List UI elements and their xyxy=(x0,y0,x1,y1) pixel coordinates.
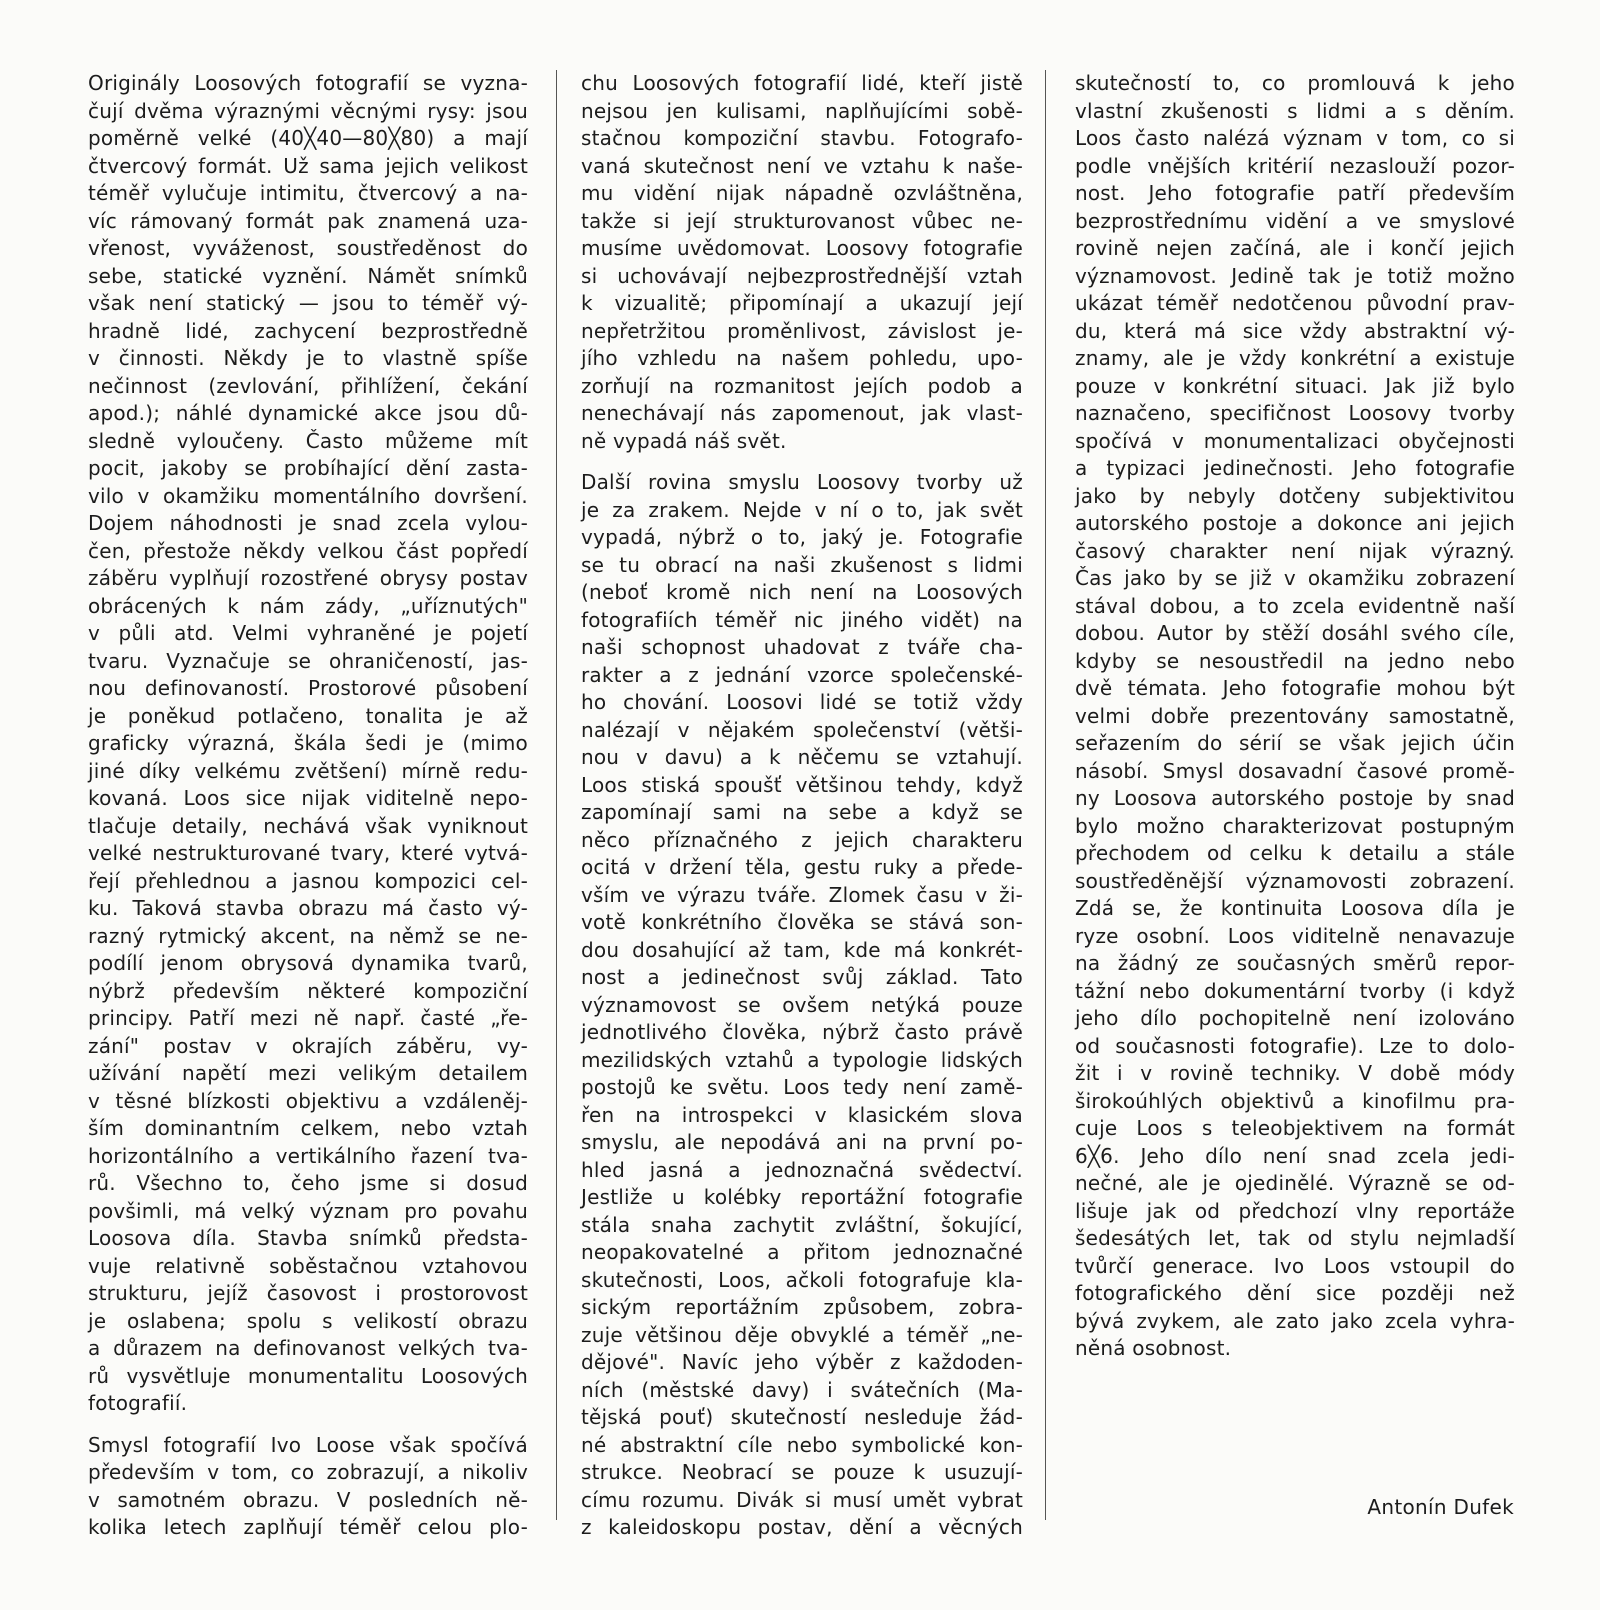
text-line: votě konkrétního člověka se stává son- xyxy=(581,910,1023,934)
text-line: od současnosti fotografie). Lze to dolo- xyxy=(1075,1033,1515,1058)
text-line: soustředěnější významovosti zobrazení. xyxy=(1075,868,1515,893)
text-line: časový charakter není nijak výrazný. xyxy=(1075,538,1515,563)
text-line: kdyby se nesoustředil na jedno nebo xyxy=(1075,648,1515,673)
column-right xyxy=(1075,70,1515,1363)
text-line: apod.); náhlé dynamické akce jsou dů- xyxy=(88,401,528,425)
text-line: především v tom, co zobrazují, a nikoliv xyxy=(88,1460,528,1484)
text-line: nost a jedinečnost svůj základ. Tato xyxy=(581,965,1023,989)
text-line: chu Loosových fotografií lidé, kteří jistě xyxy=(581,71,1023,95)
text-line: hled jasná a jednoznačná svědectví. xyxy=(581,1157,1023,1182)
text-line: takže si její strukturovanost vůbec ne- xyxy=(581,208,1023,233)
text-line: fotografiích téměř nic jiného vidět) na xyxy=(581,607,1023,632)
text-line: podílí jenom obrysová dynamika tvarů, xyxy=(88,951,528,975)
text-line: a typizaci jedinečnosti. Jeho fotografie xyxy=(1075,456,1515,480)
text-line: zuje většinou děje obvyklé a téměř „ne- xyxy=(581,1322,1023,1347)
text-line: rů. Všechno to, čeho jsme si dosud xyxy=(88,1171,528,1195)
text-line: bylo možno charakterizovat postupným xyxy=(1075,813,1515,838)
text-line: nýbrž především některé kompoziční xyxy=(88,978,528,1003)
paragraph xyxy=(88,1432,528,1542)
text-line: dvě témata. Jeho fotografie mohou být xyxy=(1075,676,1515,700)
text-line: povšimli, má velký význam pro povahu xyxy=(88,1198,528,1223)
text-line: podle vnějších kritérií nezaslouží pozor- xyxy=(1075,153,1515,178)
text-line: smyslu, ale nepodává ani na první po- xyxy=(581,1130,1023,1154)
text-line: címu rozumu. Divák si musí umět vybrat xyxy=(581,1487,1023,1512)
author-signature: Antonín Dufek xyxy=(1367,1495,1514,1519)
text-line: sickým reportážním způsobem, zobra- xyxy=(581,1295,1023,1319)
column-divider xyxy=(1045,70,1046,1520)
text-line: užívání napětí mezi velikým detailem xyxy=(88,1061,528,1085)
text-line: velmi dobře prezentovány samostatně, xyxy=(1075,703,1515,728)
text-line: bezprostřednímu vidění a ve smyslové xyxy=(1075,208,1515,233)
text-line: ny Loosova autorského postoje by snad xyxy=(1075,786,1515,810)
text-line: kolika letech zaplňují téměř celou plo- xyxy=(88,1515,528,1539)
text-line: v těsné blízkosti objektivu a vzdáleněj- xyxy=(88,1088,528,1113)
text-line: naznačeno, specifičnost Loosovy tvorby xyxy=(1075,401,1515,425)
text-line: ocitá v držení těla, gestu ruky a přede- xyxy=(581,855,1023,879)
paragraph xyxy=(1075,70,1515,1363)
text-line: znamy, ale je vždy konkrétní a existuje xyxy=(1075,346,1515,370)
text-line: Dojem náhodnosti je snad zcela vylou- xyxy=(88,511,528,535)
text-line: přechodem od celku k detailu a stále xyxy=(1075,841,1515,865)
text-line: nenechávají nás zapomenout, jak vlast- xyxy=(581,401,1023,425)
text-line: čují dvěma výraznými věcnými rysy: jsou xyxy=(88,98,528,123)
text-line: mu vidění nijak nápadně ozvláštněna, xyxy=(581,181,1023,205)
text-line: sebe, statické vyznění. Námět snímků xyxy=(88,263,528,288)
text-line: obrácených k nám zády, „uříznutých" xyxy=(88,593,528,618)
text-line: ším dominantním celkem, nebo vztah xyxy=(88,1116,528,1140)
text-line: rovině nejen začíná, ale i končí jejich xyxy=(1075,236,1515,260)
text-line: řen na introspekci v klasickém slova xyxy=(581,1102,1023,1127)
text-line: víc rámovaný formát pak znamená uza- xyxy=(88,208,528,233)
text-line: graficky výrazná, škála šedi je (mimo xyxy=(88,731,528,755)
text-line: poměrně velké (40╳40—80╳80) a mají xyxy=(88,126,528,150)
text-line: Originály Loosových fotografií se vyzna- xyxy=(88,71,528,95)
text-line: dou dosahující až tam, kde má konkrét- xyxy=(581,937,1023,962)
text-line: vlastní zkušenosti s lidmi a s děním. xyxy=(1075,98,1515,123)
text-line: významovost. Jedině tak je totiž možno xyxy=(1075,263,1515,288)
text-line: sledně vyloučeny. Často můžeme mít xyxy=(88,428,528,453)
text-line: 6╳6. Jeho dílo není snad zcela jedi- xyxy=(1075,1143,1515,1168)
column-divider xyxy=(556,70,557,1520)
text-line: vuje relativně soběstačnou vztahovou xyxy=(88,1253,528,1278)
text-line: je poněkud potlačeno, tonalita je až xyxy=(88,703,528,728)
text-line: musíme uvědomovat. Loosovy fotografie xyxy=(581,236,1023,260)
text-line: nou definovaností. Prostorové působení xyxy=(88,676,528,700)
text-line: Další rovina smyslu Loosovy tvorby už xyxy=(581,470,1023,494)
paragraph xyxy=(88,70,528,1418)
text-line: šedesátých let, tak od stylu nejmladší xyxy=(1075,1226,1515,1250)
text-line: tvůrčí generace. Ivo Loos vstoupil do xyxy=(1075,1253,1515,1278)
text-line: nalézají v nějakém společenství (větši- xyxy=(581,717,1023,742)
text-line: (neboť kromě nich není na Loosových xyxy=(581,580,1023,604)
text-line: stačnou kompoziční stavbu. Fotografo- xyxy=(581,126,1023,150)
text-line: autorského postoje a dokonce ani jejich xyxy=(1075,511,1515,535)
text-line: Loosova díla. Stavba snímků předsta- xyxy=(88,1226,528,1250)
text-line: du, která má sice vždy abstraktní vý- xyxy=(1075,318,1515,343)
text-line: ních (městské davy) i svátečních (Ma- xyxy=(581,1377,1023,1402)
text-line: čen, přestože někdy velkou část popředí xyxy=(88,538,528,563)
text-line: pouze v konkrétní situaci. Jak již bylo xyxy=(1075,373,1515,398)
text-line: stával dobou, a to zcela evidentně naší xyxy=(1075,593,1515,618)
text-line: ho chování. Loosovi lidé se totiž vždy xyxy=(581,690,1023,714)
text-line: tážní nebo dokumentární tvorby (i když xyxy=(1075,978,1515,1003)
text-line: postojů ke světu. Loos tedy není zamě- xyxy=(581,1075,1023,1099)
text-line: Smysl fotografií Ivo Loose však spočívá xyxy=(88,1432,528,1457)
text-line: téměř vylučuje intimitu, čtvercový a na- xyxy=(88,181,528,205)
text-line: je oslabena; spolu s velikostí obrazu xyxy=(88,1308,528,1333)
text-line: mezilidských vztahů a typologie lidských xyxy=(581,1047,1023,1072)
text-line: záběru vyplňují rozostřené obrysy postav xyxy=(88,566,528,590)
text-line: stála snaha zachytit zvláštní, šokující, xyxy=(581,1212,1023,1237)
text-line: fotografického dění sice později než xyxy=(1075,1281,1515,1305)
text-line: vypadá, nýbrž o to, jaký je. Fotografie xyxy=(581,525,1023,549)
text-line: skutečnosti, Loos, ačkoli fotografuje kla- xyxy=(581,1267,1023,1292)
text-line: Loos stiská spoušť většinou tehdy, když xyxy=(581,772,1023,797)
text-line: v činnosti. Někdy je to vlastně spíše xyxy=(88,346,528,370)
text-line: neopakovatelné a přitom jednoznačné xyxy=(581,1240,1023,1264)
text-line: násobí. Smysl dosavadní časové promě- xyxy=(1075,758,1515,783)
text-line: v samotném obrazu. V posledních ně- xyxy=(88,1487,528,1512)
text-line: nost. Jeho fotografie patří především xyxy=(1075,181,1515,205)
text-line: zání" postav v okrajích záběru, vy- xyxy=(88,1033,528,1058)
text-line: něco příznačného z jejich charakteru xyxy=(581,827,1023,852)
text-line: dobou. Autor by stěží dosáhl svého cíle, xyxy=(1075,621,1515,645)
text-line: je za zrakem. Nejde v ní o to, jak svět xyxy=(581,497,1023,522)
text-line: ně vypadá náš svět. xyxy=(581,428,787,453)
text-line: nečinnost (zevlování, přihlížení, čekání xyxy=(88,373,528,398)
text-line: žit i v rovině techniky. V době módy xyxy=(1075,1061,1515,1085)
text-line: se tu obrací na naši zkušenost s lidmi xyxy=(581,552,1023,577)
text-line: však není statický — jsou to téměř vý- xyxy=(88,291,528,315)
text-line: nepřetržitou proměnlivost, závislost je- xyxy=(581,318,1023,343)
text-line: vilo v okamžiku momentálního dovršení. xyxy=(88,483,528,508)
text-line: jeho dílo pochopitelně není izolováno xyxy=(1075,1006,1515,1030)
text-line: jího vzhledu na našem pohledu, upo- xyxy=(581,346,1023,370)
text-line: k vizualitě; připomínají a ukazují její xyxy=(581,291,1023,315)
text-line: nou v davu) a k něčemu se vztahují. xyxy=(581,745,1023,769)
text-line: velké nestrukturované tvary, které vytvá- xyxy=(88,841,528,865)
text-line: si uchovávají nejbezprostřednější vztah xyxy=(581,263,1023,288)
text-line: cuje Loos s teleobjektivem na formát xyxy=(1075,1116,1515,1140)
text-line: jiné díky velkému zvětšení) mírně redu- xyxy=(88,758,528,783)
text-line: širokoúhlých objektivů a kinofilmu pra- xyxy=(1075,1088,1515,1113)
column-middle xyxy=(581,70,1023,1542)
text-line: principy. Patří mezi ně např. časté „ře- xyxy=(88,1006,528,1030)
text-line: nečné, ale je ojedinělé. Výrazně se od- xyxy=(1075,1171,1515,1195)
paragraph-gap xyxy=(88,1418,528,1432)
text-line: bývá zvykem, ale zato jako zcela vyhra- xyxy=(1075,1308,1515,1333)
text-line: horizontálního a vertikálního řazení tva- xyxy=(88,1143,528,1168)
column-left xyxy=(88,70,528,1542)
text-line: něná osobnost. xyxy=(1075,1336,1232,1360)
text-line: významovost se ovšem netýká pouze xyxy=(581,992,1023,1017)
text-line: ukázat téměř nedotčenou původní prav- xyxy=(1075,291,1515,315)
text-line: na žádný ze současných směrů repor- xyxy=(1075,951,1515,975)
paragraph xyxy=(581,469,1023,1542)
text-line: rakter a z jednání vzorce společenské- xyxy=(581,662,1023,687)
text-line: ku. Taková stavba obrazu má často vý- xyxy=(88,896,528,920)
text-line: vaná skutečnost není ve vztahu k naše- xyxy=(581,153,1023,178)
text-line: dějové". Navíc jeho výběr z každoden- xyxy=(581,1350,1023,1374)
text-line: kovaná. Loos sice nijak viditelně nepo- xyxy=(88,786,528,810)
text-line: čtvercový formát. Už sama jejich velikost xyxy=(88,153,528,178)
text-line: strukturu, jejíž časovost i prostorovost xyxy=(88,1281,528,1305)
text-line: rů vysvětluje monumentalitu Loosových xyxy=(88,1363,528,1388)
text-line: spočívá v monumentalizaci obyčejnosti xyxy=(1075,428,1515,453)
text-line: skutečností to, co promlouvá k jeho xyxy=(1075,71,1515,95)
text-line: Čas jako by se již v okamžiku zobrazení xyxy=(1075,566,1515,590)
text-line: v půli atd. Velmi vyhraněné je pojetí xyxy=(88,621,528,645)
text-line: nejsou jen kulisami, naplňujícími sobě- xyxy=(581,98,1023,123)
text-line: vším ve výrazu tváře. Zlomek času v ži- xyxy=(581,882,1023,907)
text-line: řejí přehlednou a jasnou kompozici cel- xyxy=(88,868,528,893)
text-line: strukce. Neobrací se pouze k usuzují- xyxy=(581,1460,1023,1484)
text-line: naši schopnost uhadovat z tváře cha- xyxy=(581,635,1023,659)
text-line: tlačuje detaily, nechává však vyniknout xyxy=(88,813,528,838)
text-line: vřenost, vyváženost, soustředěnost do xyxy=(88,236,528,260)
text-line: pocit, jakoby se probíhající dění zasta- xyxy=(88,456,528,480)
text-line: ryze osobní. Loos viditelně nenavazuje xyxy=(1075,923,1515,948)
text-line: z kaleidoskopu postav, dění a věcných xyxy=(581,1515,1023,1539)
text-line: jednotlivého člověka, nýbrž často právě xyxy=(581,1020,1023,1044)
text-line: lišuje jak od předchozí vlny reportáže xyxy=(1075,1198,1515,1223)
text-line: zapomínají sami na sebe a když se xyxy=(581,800,1023,824)
text-line: tějská pouť) skutečností nesleduje žád- xyxy=(581,1405,1023,1429)
text-line: a důrazem na definovanost velkých tva- xyxy=(88,1336,528,1360)
text-line: jako by nebyly dotčeny subjektivitou xyxy=(1075,483,1515,508)
text-line: zorňují na rozmanitost jejích podob a xyxy=(581,373,1023,398)
text-line: seřazením do sérií se však jejich účin xyxy=(1075,731,1515,755)
text-line: razný rytmický akcent, na němž se ne- xyxy=(88,923,528,948)
text-line: fotografií. xyxy=(88,1391,188,1415)
paragraph xyxy=(581,70,1023,455)
paragraph-gap xyxy=(581,455,1023,469)
text-line: Loos často nalézá význam v tom, co si xyxy=(1075,126,1515,150)
text-line: hradně lidé, zachycení bezprostředně xyxy=(88,318,528,343)
text-line: Jestliže u kolébky reportážní fotografie xyxy=(581,1185,1023,1209)
text-line: Zdá se, že kontinuita Loosova díla je xyxy=(1075,896,1515,920)
text-line: né abstraktní cíle nebo symbolické kon- xyxy=(581,1432,1023,1457)
text-line: tvaru. Vyznačuje se ohraničeností, jas- xyxy=(88,648,528,673)
